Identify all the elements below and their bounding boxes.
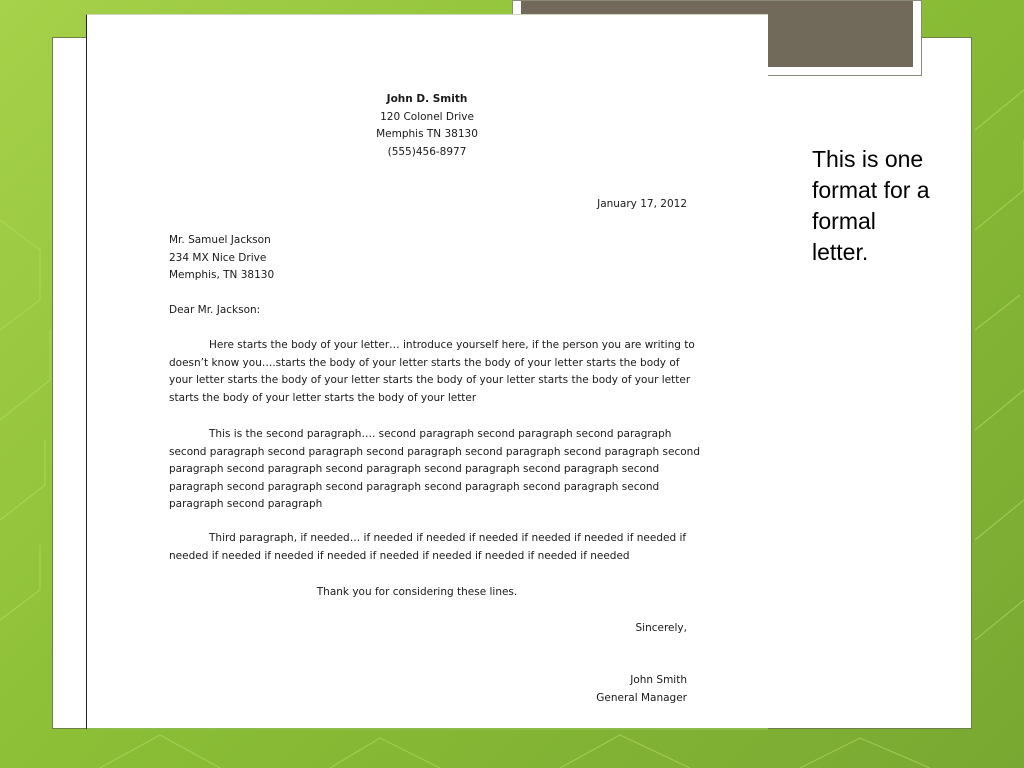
paragraph-line: needed if needed if needed if needed if needed if needed if needed if needed if needed xyxy=(169,549,630,562)
body-paragraph-3 xyxy=(169,530,694,565)
sender-phone: (555)456-8977 xyxy=(387,146,467,158)
recipient-city: Memphis, TN 38130 xyxy=(169,269,275,281)
paragraph-line: paragraph second paragraph xyxy=(169,498,323,510)
caption-line: formal xyxy=(812,208,876,234)
closing: Sincerely, xyxy=(635,622,687,634)
paragraph-line: This is the second paragraph…. second paragraph second paragraph second paragraph xyxy=(209,428,672,440)
letter-image xyxy=(86,14,768,730)
signature-name: John Smith xyxy=(630,674,687,686)
body-paragraph-2 xyxy=(169,426,700,514)
paragraph-line: Third paragraph, if needed… if needed if needed if needed if needed if needed if needed if xyxy=(209,532,687,544)
recipient-street: 234 MX Nice Drive xyxy=(169,252,267,264)
letter-date: January 17, 2012 xyxy=(597,198,687,210)
paragraph-line: paragraph second paragraph second paragraph second paragraph second paragraph second xyxy=(169,480,660,493)
paragraph-line: doesn’t know you….starts the body of your letter starts the body of your letter starts the body of xyxy=(169,356,680,369)
sender-street: 120 Colonel Drive xyxy=(380,111,474,123)
paragraph-line: second paragraph second paragraph second paragraph second paragraph second paragraph second xyxy=(169,445,700,458)
paragraph-line: paragraph second paragraph second paragraph second paragraph second paragraph second xyxy=(169,463,660,475)
slide-caption xyxy=(812,144,972,268)
caption-line: letter. xyxy=(812,239,869,265)
paragraph-line: Here starts the body of your letter… introduce yourself here, if the person you are writing to xyxy=(209,339,695,351)
signature-title: General Manager xyxy=(596,692,687,704)
thanks-line: Thank you for considering these lines. xyxy=(316,586,518,598)
sender-name: John D. Smith xyxy=(386,93,468,105)
salutation: Dear Mr. Jackson: xyxy=(169,304,261,316)
sender-city: Memphis TN 38130 xyxy=(376,128,478,140)
paragraph-line: your letter starts the body of your letter starts the body of your letter starts the body of your letter xyxy=(169,374,691,386)
paragraph-line: starts the body of your letter starts the body of your letter xyxy=(169,391,477,404)
caption-line: This is one xyxy=(812,146,924,172)
caption-line: format for a xyxy=(812,177,930,203)
body-paragraph-1 xyxy=(169,337,694,407)
recipient-name: Mr. Samuel Jackson xyxy=(169,234,271,246)
